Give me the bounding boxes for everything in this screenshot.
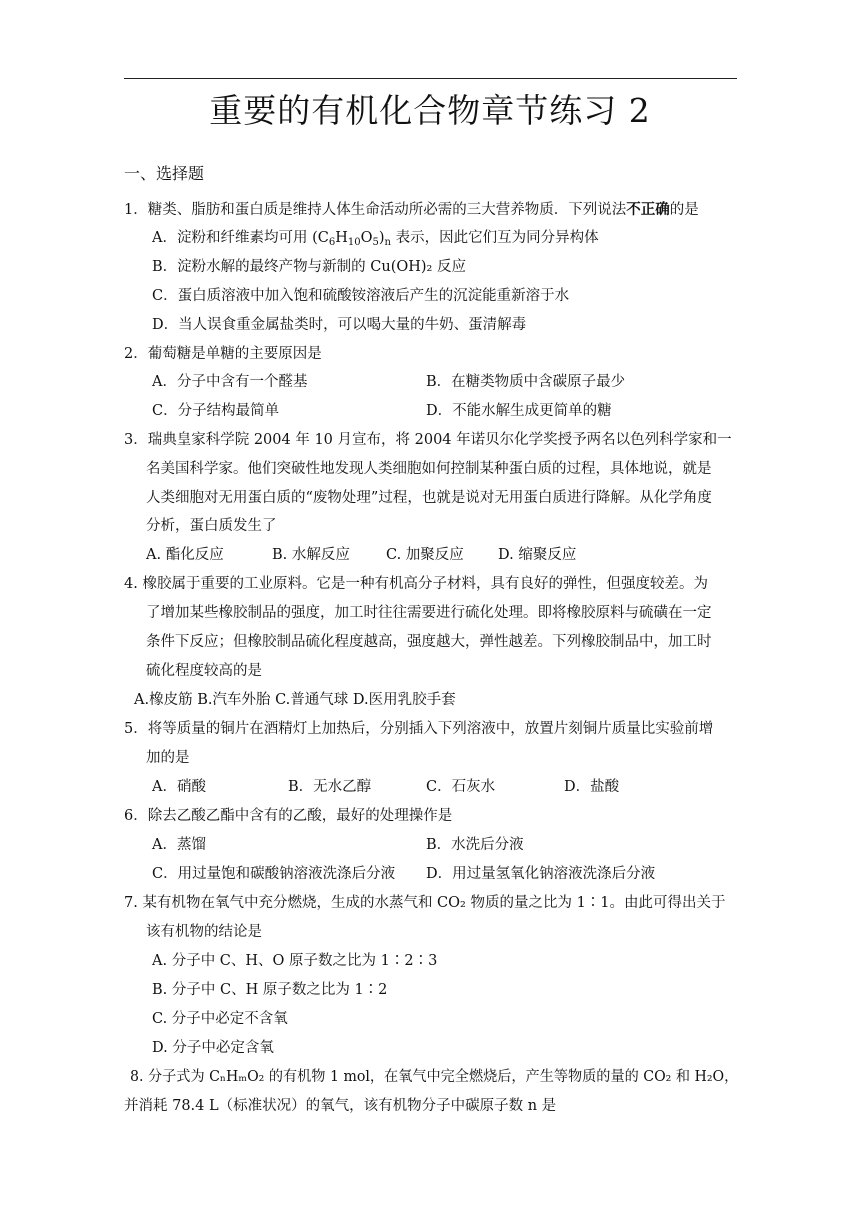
q1-a-sub3: 5 (372, 237, 379, 248)
q5-option-c: C．石灰水 (426, 779, 496, 795)
q8-line-1: 8. 分子式为 CₙHₘO₂ 的有机物 1 mol，在氧气中完全燃烧后，产生等物质的量的 CO₂ 和 H₂O， (130, 1069, 739, 1085)
q3-line-1: 3．瑞典皇家科学院 2004 年 10 月宣布，将 2004 年诺贝尔化学奖授予两名以色列科学家和一 (124, 432, 732, 448)
q3-option-a: A. 酯化反应 (146, 547, 224, 563)
q3-line-4: 分析，蛋白质发生了 (146, 518, 277, 534)
q1-stem-end: 的是 (669, 202, 699, 218)
q3-option-d: D. 缩聚反应 (498, 547, 577, 563)
q7-line-1: 7. 某有机物在氧气中充分燃烧，生成的水蒸气和 CO₂ 物质的量之比为 1∶1。由此可得出关于 (124, 895, 726, 911)
q8-line-2: 并消耗 78.4 L（标准状况）的氧气，该有机物分子中碳原子数 n 是 (124, 1098, 557, 1114)
q5-option-a: A．硝酸 (152, 779, 206, 795)
q1-stem (124, 200, 699, 220)
header-rule (124, 78, 737, 79)
q1-option-d: D．当人误食重金属盐类时，可以喝大量的牛奶、蛋清解毒 (152, 317, 527, 333)
q7-option-a: A. 分子中 C、H、O 原子数之比为 1∶2∶3 (152, 953, 438, 969)
q1-option-a (152, 228, 599, 253)
q3-option-b: B. 水解反应 (272, 547, 350, 563)
q6-option-d: D．用过量氢氧化钠溶液洗涤后分液 (426, 866, 656, 882)
q1-option-b: B．淀粉水解的最终产物与新制的 Cu(OH)₂ 反应 (152, 259, 466, 275)
q1-a-sub4: n (384, 237, 391, 248)
q6-option-c: C．用过量饱和碳酸钠溶液洗涤后分液 (152, 866, 396, 882)
q1-a-close: ) (378, 230, 385, 246)
q7-line-2: 该有机物的结论是 (146, 924, 262, 940)
q4-options: A.橡皮筋 B.汽车外胎 C.普通气球 D.医用乳胶手套 (134, 692, 456, 708)
q6-stem: 6．除去乙酸乙酯中含有的乙酸，最好的处理操作是 (124, 808, 453, 824)
q5-line-2: 加的是 (146, 750, 190, 766)
q2-stem: 2．葡萄糖是单糖的主要原因是 (124, 346, 322, 362)
q6-option-b: B．水洗后分液 (426, 837, 524, 853)
q2-option-b: B．在糖类物质中含碳原子最少 (426, 374, 626, 390)
q7-option-c: C. 分子中必定不含氧 (152, 1011, 288, 1027)
q1-stem-emphasis: 不正确 (626, 201, 670, 218)
q1-a-pre: A．淀粉和纤维素均可用 (C (152, 230, 329, 246)
q2-option-d: D．不能水解生成更简单的糖 (426, 403, 612, 419)
q4-line-3: 条件下反应；但橡胶制品硫化程度越高，强度越大，弹性越差。下列橡胶制品中，加工时 (146, 634, 712, 650)
q1-a-o: O (360, 230, 373, 246)
q6-option-a: A．蒸馏 (152, 837, 206, 853)
q1-stem-text: 1．糖类、脂肪和蛋白质是维持人体生命活动所必需的三大营养物质．下列说法 (124, 202, 627, 218)
q1-a-h: H (335, 230, 348, 246)
q3-line-3: 人类细胞对无用蛋白质的“废物处理”过程，也就是说对无用蛋白质进行降解。从化学角度 (146, 490, 712, 506)
q4-line-4: 硫化程度较高的是 (146, 663, 262, 679)
q2-option-a: A．分子中含有一个醛基 (152, 374, 308, 390)
q5-option-b: B．无水乙醇 (288, 779, 372, 795)
q1-a-sub1: 6 (328, 237, 336, 248)
q7-option-d: D. 分子中必定含氧 (152, 1040, 274, 1056)
q1-option-c: C．蛋白质溶液中加入饱和硫酸铵溶液后产生的沉淀能重新溶于水 (152, 288, 570, 304)
q3-option-c: C. 加聚反应 (386, 547, 464, 563)
q3-line-2: 名美国科学家。他们突破性地发现人类细胞如何控制某种蛋白质的过程，具体地说，就是 (146, 461, 712, 477)
q5-option-d: D．盐酸 (564, 779, 620, 795)
q1-a-sub2: 10 (347, 237, 361, 248)
q1-a-post: 表示，因此它们互为同分异构体 (391, 230, 599, 246)
q7-option-b: B. 分子中 C、H 原子数之比为 1∶2 (152, 982, 388, 998)
page-title: 重要的有机化合物章节练习 2 (209, 91, 651, 130)
q4-line-1: 4. 橡胶属于重要的工业原料。它是一种有机高分子材料，具有良好的弹性，但强度较差。为 (124, 576, 708, 592)
q4-line-2: 了增加某些橡胶制品的强度，加工时往往需要进行硫化处理。即将橡胶原料与硫磺在一定 (146, 605, 712, 621)
section-heading: 一、选择题 (124, 164, 205, 183)
q5-line-1: 5．将等质量的铜片在酒精灯上加热后，分别插入下列溶液中，放置片刻铜片质量比实验前增 (124, 721, 714, 737)
q2-option-c: C．分子结构最简单 (152, 403, 280, 419)
